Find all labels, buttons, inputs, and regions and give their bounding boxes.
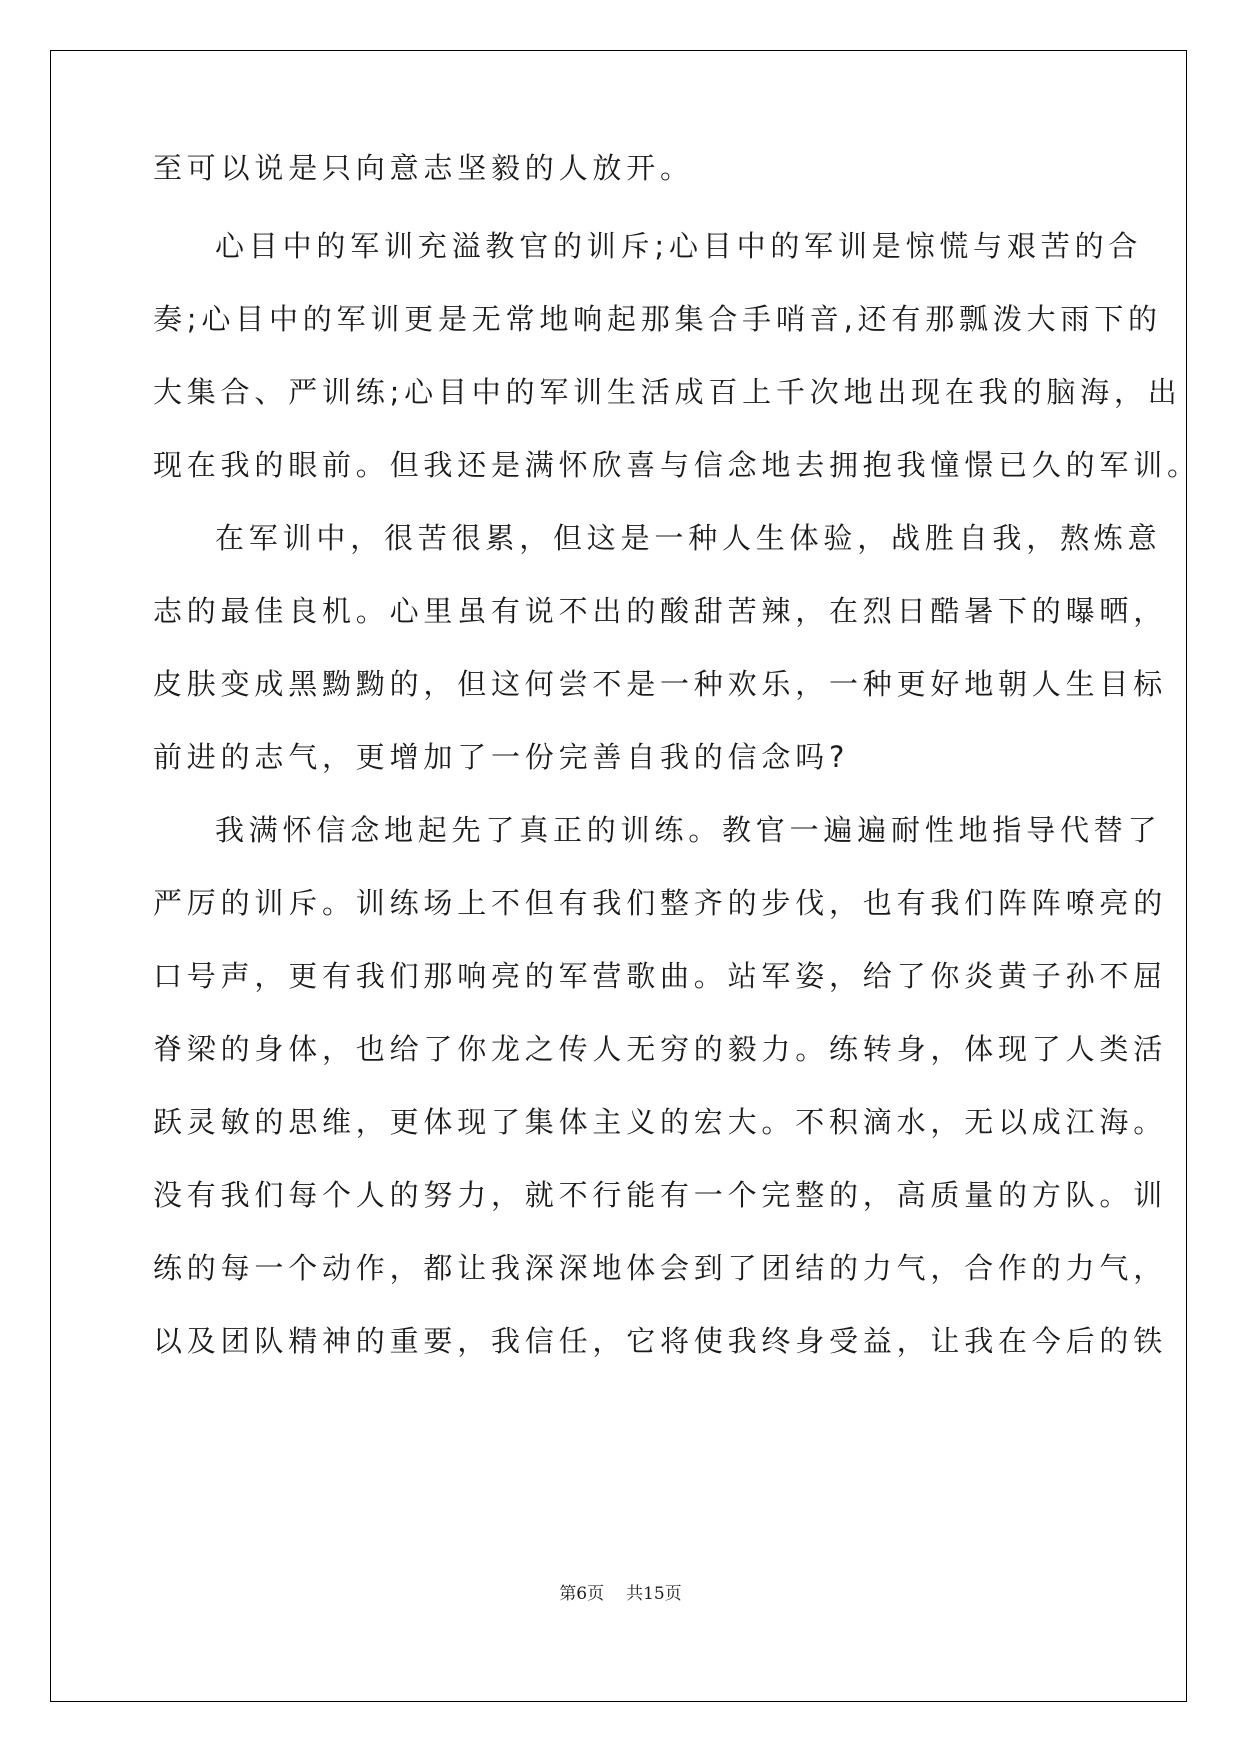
paragraph-line-1: 至可以说是只向意志坚毅的人放开。 [153, 151, 694, 185]
paragraph-line-11: 严厉的训斥。训练场上不但有我们整齐的步伐，也有我们阵阵嘹亮的 [153, 886, 1168, 920]
page-number-current: 第6页 [559, 1584, 605, 1604]
paragraph-line-15: 没有我们每个人的努力，就不行能有一个完整的，高质量的方队。训 [153, 1178, 1168, 1212]
paragraph-line-7: 志的最佳良机。心里虽有说不出的酸甜苦辣，在烈日酷暑下的曝晒， [153, 594, 1168, 628]
paragraph-line-9: 前进的志气，更增加了一份完善自我的信念吗? [153, 740, 850, 774]
paragraph-line-5: 现在我的眼前。但我还是满怀欣喜与信念地去拥抱我憧憬已久的军训。 [153, 448, 1201, 482]
paragraph-line-12: 口号声，更有我们那响亮的军营歌曲。站军姿，给了你炎黄子孙不屈 [153, 959, 1168, 993]
paragraph-line-4: 大集合、严训练;心目中的军训生活成百上千次地出现在我的脑海，出 [153, 375, 1182, 409]
paragraph-line-8: 皮肤变成黑黝黝的，但这何尝不是一种欢乐，一种更好地朝人生目标 [153, 667, 1168, 701]
paragraph-line-2: 心目中的军训充溢教官的训斥;心目中的军训是惊慌与艰苦的合 [215, 229, 1143, 263]
paragraph-line-16: 练的每一个动作，都让我深深地体会到了团结的力气，合作的力气， [153, 1251, 1168, 1285]
paragraph-line-13: 脊梁的身体，也给了你龙之传人无穷的毅力。练转身，体现了人类活 [153, 1032, 1168, 1066]
page-border [50, 50, 1201, 1702]
paragraph-line-6: 在军训中，很苦很累，但这是一种人生体验，战胜自我，熬炼意 [215, 521, 1162, 555]
page-footer [0, 1582, 1241, 1606]
paragraph-line-10: 我满怀信念地起先了真正的训练。教官一遍遍耐性地指导代替了 [215, 813, 1162, 847]
paragraph-line-14: 跃灵敏的思维，更体现了集体主义的宏大。不积滴水，无以成江海。 [153, 1105, 1168, 1139]
paragraph-line-17: 以及团队精神的重要，我信任，它将使我终身受益，让我在今后的铁 [153, 1324, 1168, 1358]
page-number-total: 共15页 [626, 1584, 682, 1604]
paragraph-line-3: 奏;心目中的军训更是无常地响起那集合手哨音,还有那瓢泼大雨下的 [153, 302, 1162, 336]
